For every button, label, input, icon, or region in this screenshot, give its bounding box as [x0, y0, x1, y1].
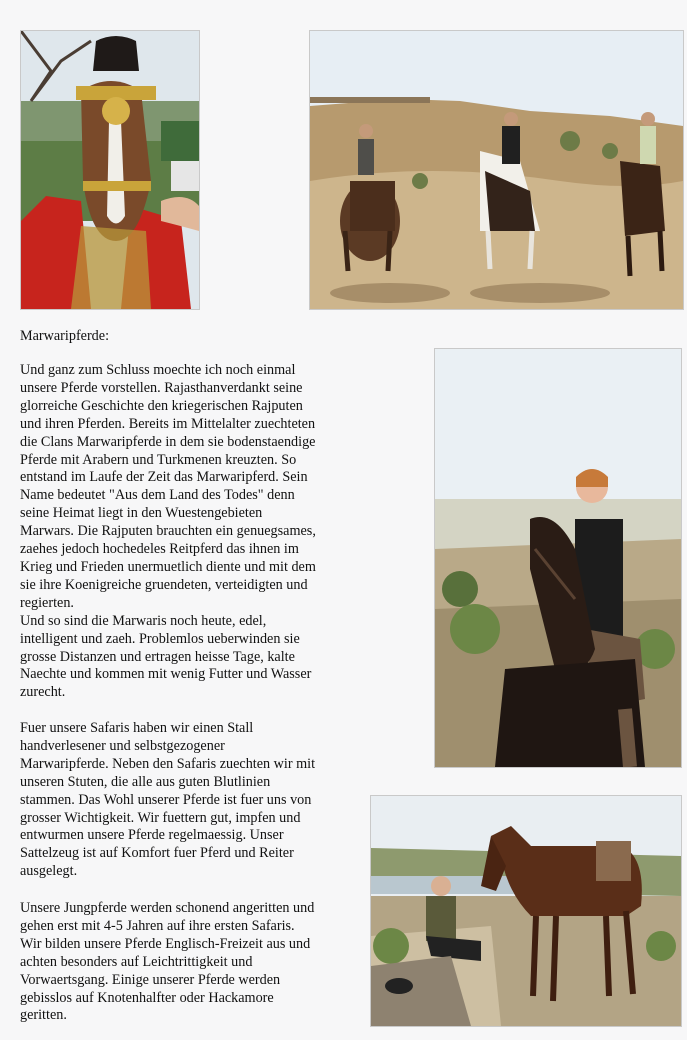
- paragraph-text: Unsere Jungpferde werden schonend angeritten und gehen erst mit 4-5 Jahren auf ihre ersten Safaris. Wir bilden unsere Pferde Englisch-Freizeit aus und achten besonders auf Leichtrittigkeit und Vorwaertsgang. Einige unserer Pferde werden gebisslos auf Knotenhalfter oder Hackamore geritten.: [20, 900, 315, 1024]
- photo-three-riders-hillside: [309, 30, 684, 310]
- paragraph-stable: [20, 720, 360, 881]
- photo-woman-with-horse: [370, 795, 682, 1027]
- article-heading: [20, 328, 360, 346]
- paragraph-text: Fuer unsere Safaris haben wir einen Stall handverlesener und selbstgezogener Marwaripferde. Neben den Safaris zuechten wir mit unseren Stuten, die alle aus guten Blutlinien stammen. Das Wohl unserer Pferde ist fuer uns von grosser Wichtigkeit. Wir fuettern gut, impfen und entwurmen unsere Pferde regelmaessig. Unser Sattelzeug ist auf Komfort fuer Pferd und Reiter ausgelegt.: [20, 720, 316, 880]
- photo-decorated-horse-head: [20, 30, 200, 310]
- paragraph-history: [20, 362, 360, 702]
- paragraph-text: Und ganz zum Schluss moechte ich noch einmal unsere Pferde vorstellen. Rajasthanverdankt seine glorreiche Geschichte den kriegerischen Rajputen und ihren Pferden. Bereits im Mittelalter zuechteten die Clans Marwaripferde in dem sie bodenstaendige Pferde mit Arabern und Turkmenen kreuzten. So entstand im Laufe der Zeit das Marwaripferd. Sein Name bedeutet "Aus dem Land des Todes" denn seine Heimat liegt in den Wuestengebieten Marwars. Die Rajputen brauchten ein genuegsames, zaehes jedoch hochedeles Reitpferd das ihnen im Krieg und Frieden unermuetlich diente und mit dem sie ihre Koenigreiche gruendeten, verteidigten und regierten. Und so sind die Marwaris noch heute, edel, intelligent und zaeh. Problemlos ueberwinden sie grosse Distanzen und ertragen heisse Tage, kalte Naechte und kommen mit wenig Futter und Wasser zurecht.: [20, 362, 316, 701]
- paragraph-young-horses: [20, 900, 360, 1025]
- photo-rider-dark-horse: [434, 348, 682, 768]
- heading-text: Marwaripferde:: [20, 328, 110, 344]
